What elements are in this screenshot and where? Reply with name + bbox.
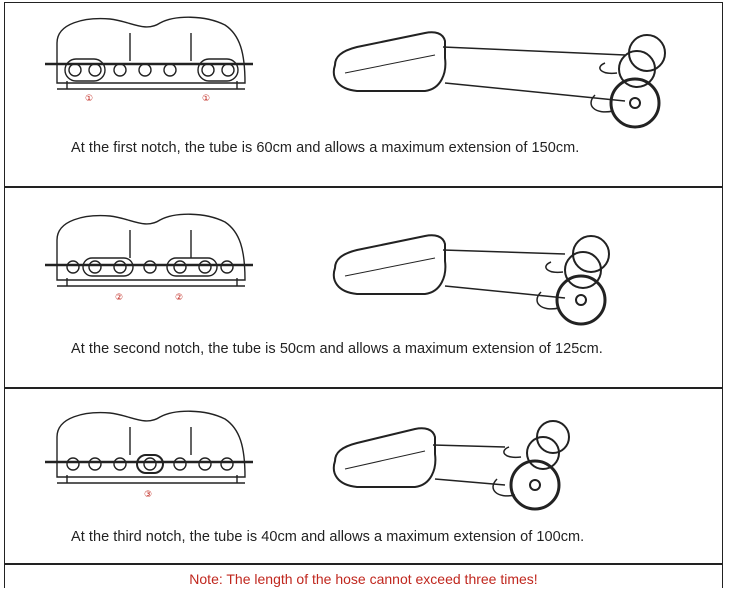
illustration-second-notch <box>5 188 720 338</box>
diagram-frame <box>4 2 723 588</box>
marker-right: ① <box>202 94 211 104</box>
caption-first-notch: At the first notch, the tube is 60cm and allows a maximum extension of 150cm. <box>71 140 580 156</box>
handle-bar-diagram <box>45 214 253 286</box>
caption-second-notch: At the second notch, the tube is 50cm and allows a maximum extension of 125cm. <box>71 341 603 357</box>
marker-center: ③ <box>144 490 153 500</box>
caption-third-notch: At the third notch, the tube is 40cm and allows a maximum extension of 100cm. <box>71 529 585 545</box>
panel-second-notch <box>5 186 722 387</box>
panel-first-notch <box>5 2 722 186</box>
marker-right: ② <box>175 293 184 303</box>
illustration-third-notch <box>5 389 720 519</box>
wheel-trainer-diagram <box>334 235 609 324</box>
panel-third-notch <box>5 387 722 563</box>
warning-note: Note: The length of the hose cannot exceed three times! <box>189 571 538 587</box>
note-row <box>5 563 722 590</box>
wheel-trainer-diagram <box>334 421 569 509</box>
handle-bar-diagram <box>45 17 253 89</box>
illustration-first-notch <box>5 3 720 133</box>
marker-left: ② <box>115 293 124 303</box>
handle-bar-diagram <box>45 411 253 483</box>
marker-left: ① <box>85 94 94 104</box>
wheel-trainer-diagram <box>334 32 665 127</box>
